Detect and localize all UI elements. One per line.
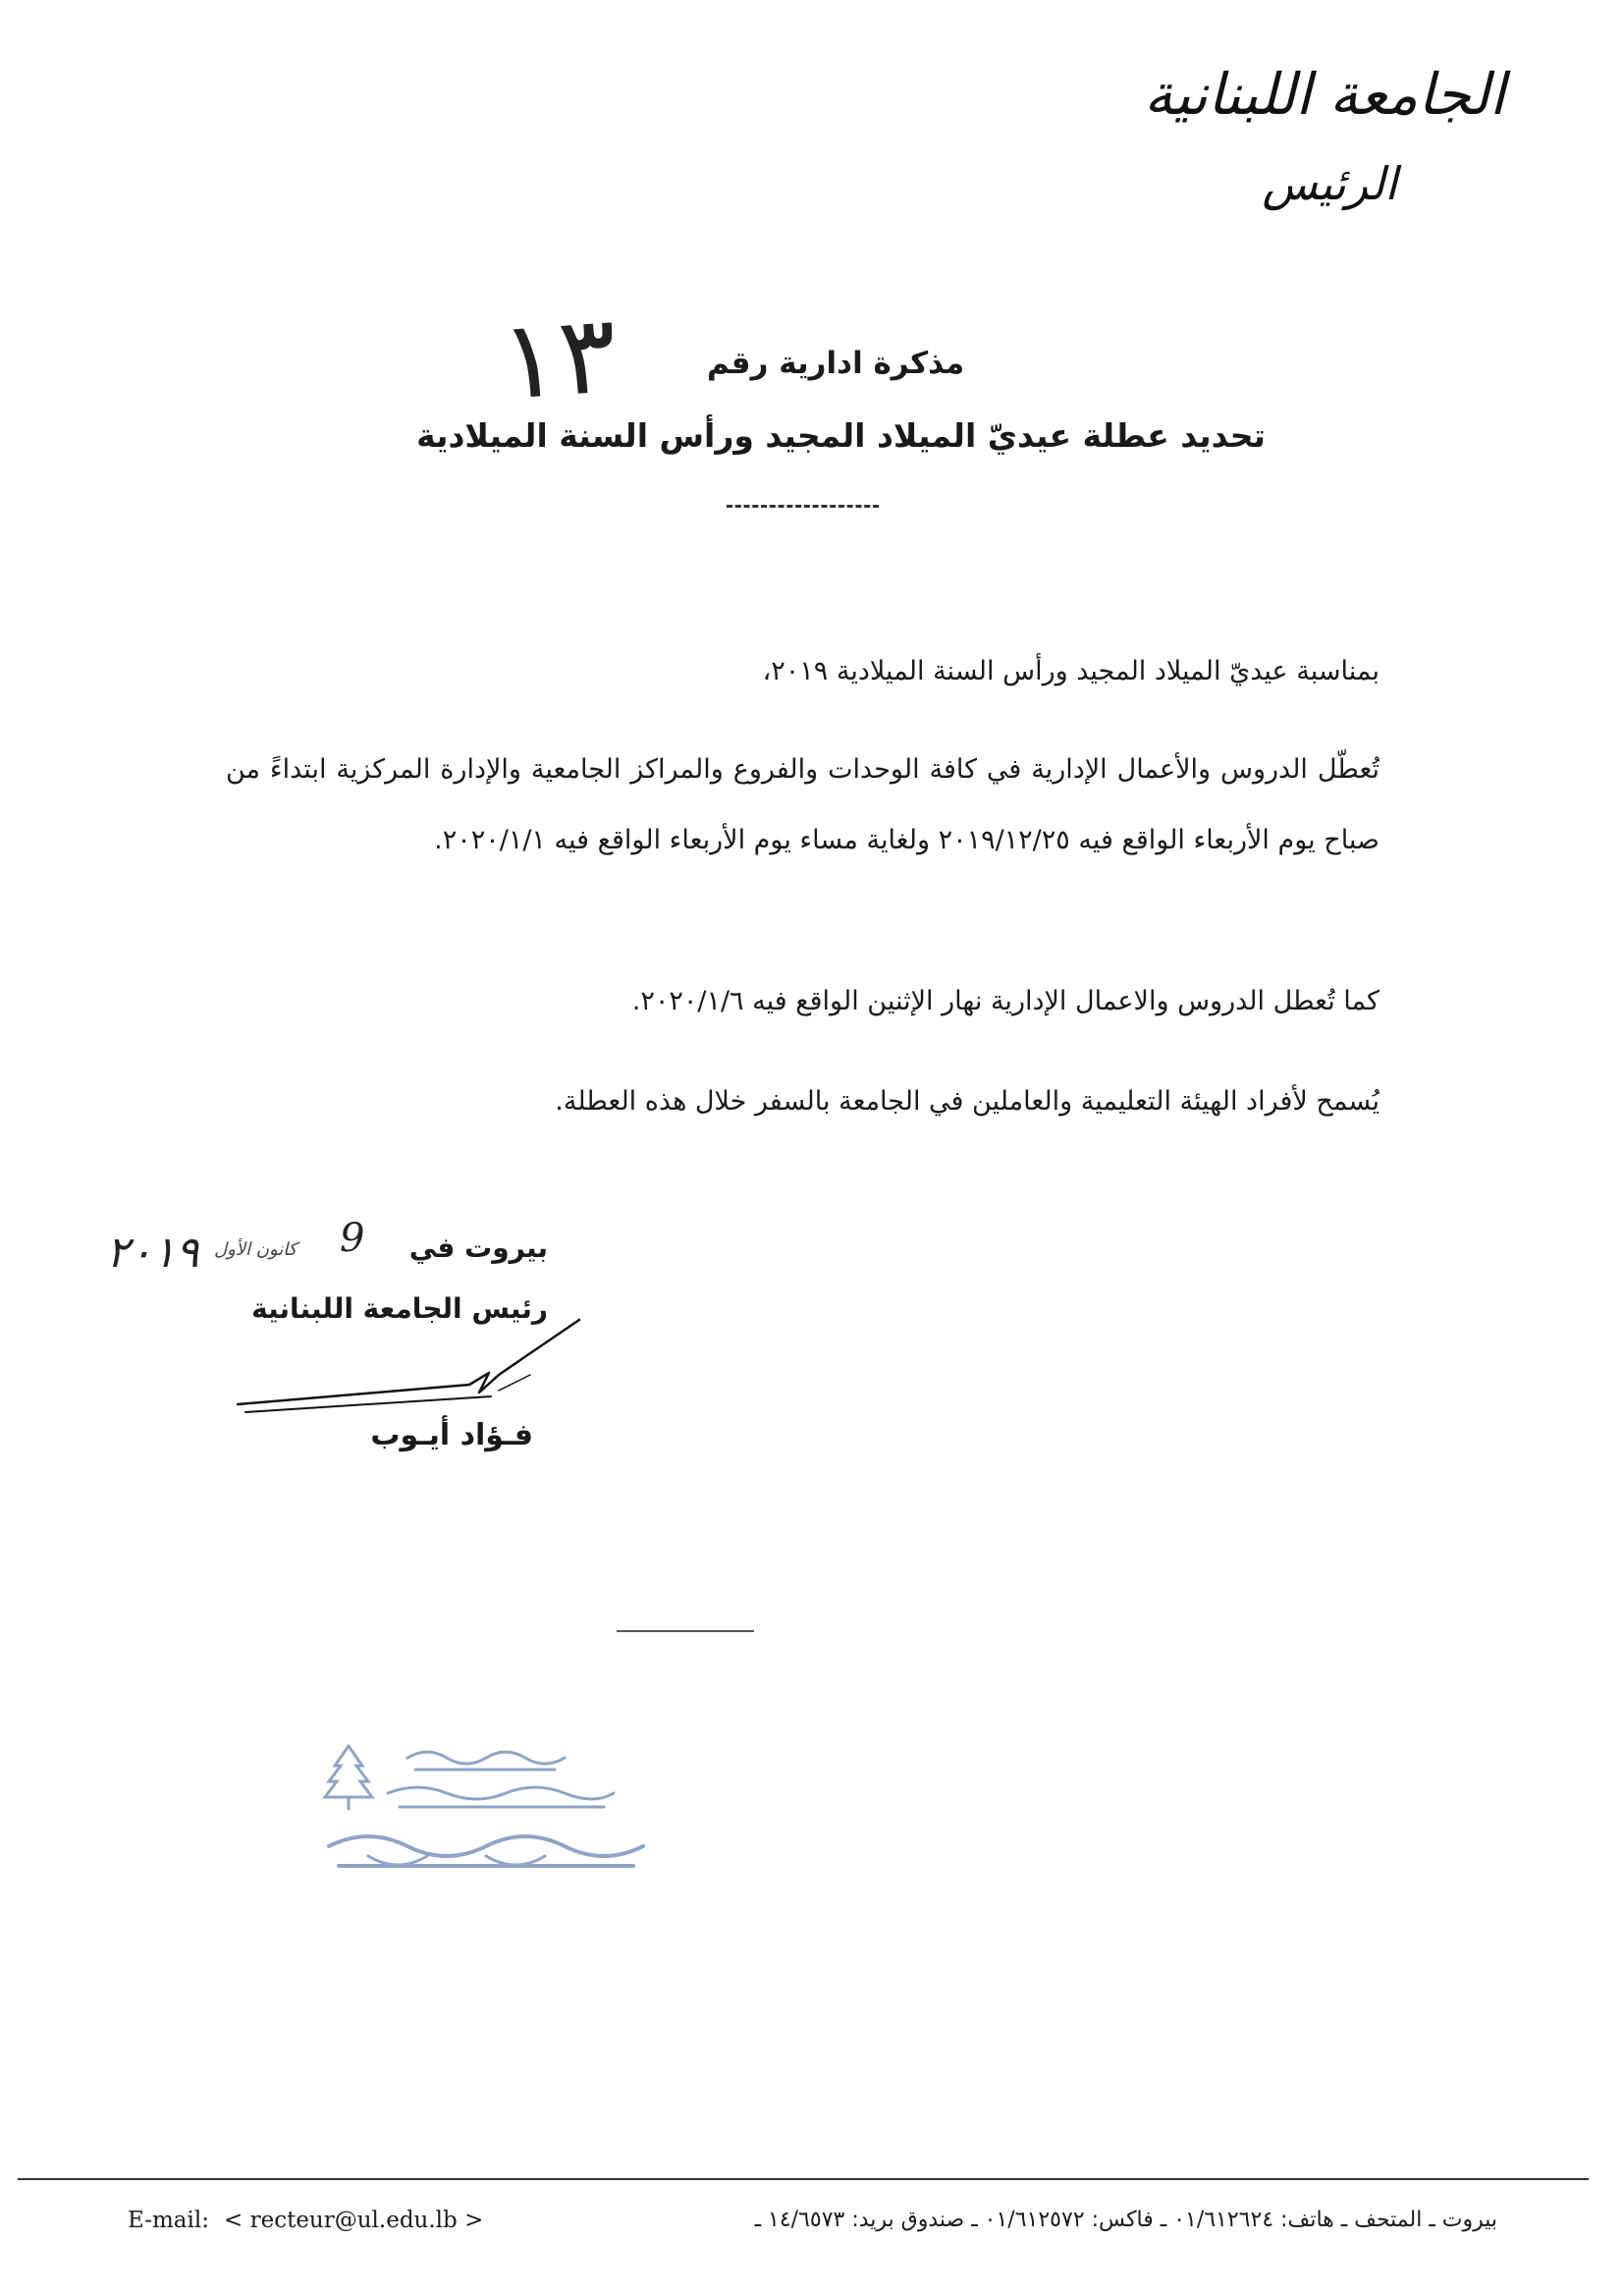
memo-label: مذكرة ادارية رقم bbox=[707, 346, 965, 381]
handwritten-year: ٢٠١٩ bbox=[106, 1228, 199, 1278]
handwritten-day: 9 bbox=[340, 1216, 365, 1261]
place-line: بيروت في bbox=[408, 1231, 548, 1264]
short-divider bbox=[617, 1630, 754, 1632]
paragraph-suspension: تُعطّل الدروس والأعمال الإدارية في كافة الوحدات والفروع والمراكز الجامعية والإدارة المركزية ابتداءً من صباح يوم الأربعاء الواقع فيه ٢٠١٩/١٢/٢٥ ولغاية مساء يوم الأربعاء الواقع فيه ٢٠٢٠/١/١. bbox=[226, 754, 1380, 855]
letterhead-role: الرئيس bbox=[1262, 157, 1397, 210]
footer-email: < recteur@ul.edu.lb > bbox=[224, 2208, 484, 2233]
signatory-role: رئيس الجامعة اللبنانية bbox=[251, 1292, 548, 1325]
certified-copy-stamp bbox=[309, 1736, 682, 1903]
signature-scribble bbox=[236, 1314, 589, 1422]
memo-title: تحديد عطلة عيديّ الميلاد المجيد ورأس السنة الميلادية bbox=[416, 416, 1266, 455]
paragraph-occasion: بمناسبة عيديّ الميلاد المجيد ورأس السنة الميلادية ٢٠١٩، bbox=[762, 656, 1380, 686]
footer-address: بيروت ـ المتحف ـ هاتف: ٠١/٦١٢٦٢٤ ـ فاكس: ٠١/٦١٢٥٧٢ ـ صندوق بريد: ١٤/٦٥٧٣ ـ bbox=[754, 2208, 1497, 2232]
paragraph-travel: يُسمح لأفراد الهيئة التعليمية والعاملين في الجامعة بالسفر خلال هذه العطلة. bbox=[555, 1086, 1380, 1117]
footer-email-label: E-mail: bbox=[128, 2208, 209, 2233]
handwritten-month: كانون الأول bbox=[214, 1239, 298, 1260]
footer-rule bbox=[18, 2178, 1589, 2180]
signatory-name: فـؤاد أيـوب bbox=[370, 1418, 533, 1452]
title-separator bbox=[727, 505, 879, 508]
paragraph-also: كما تُعطل الدروس والاعمال الإدارية نهار الإثنين الواقع فيه ٢٠٢٠/١/٦. bbox=[631, 986, 1380, 1016]
letterhead-university: الجامعة اللبنانية bbox=[1144, 61, 1505, 128]
memo-number-handwritten: ١٣ bbox=[496, 291, 622, 424]
